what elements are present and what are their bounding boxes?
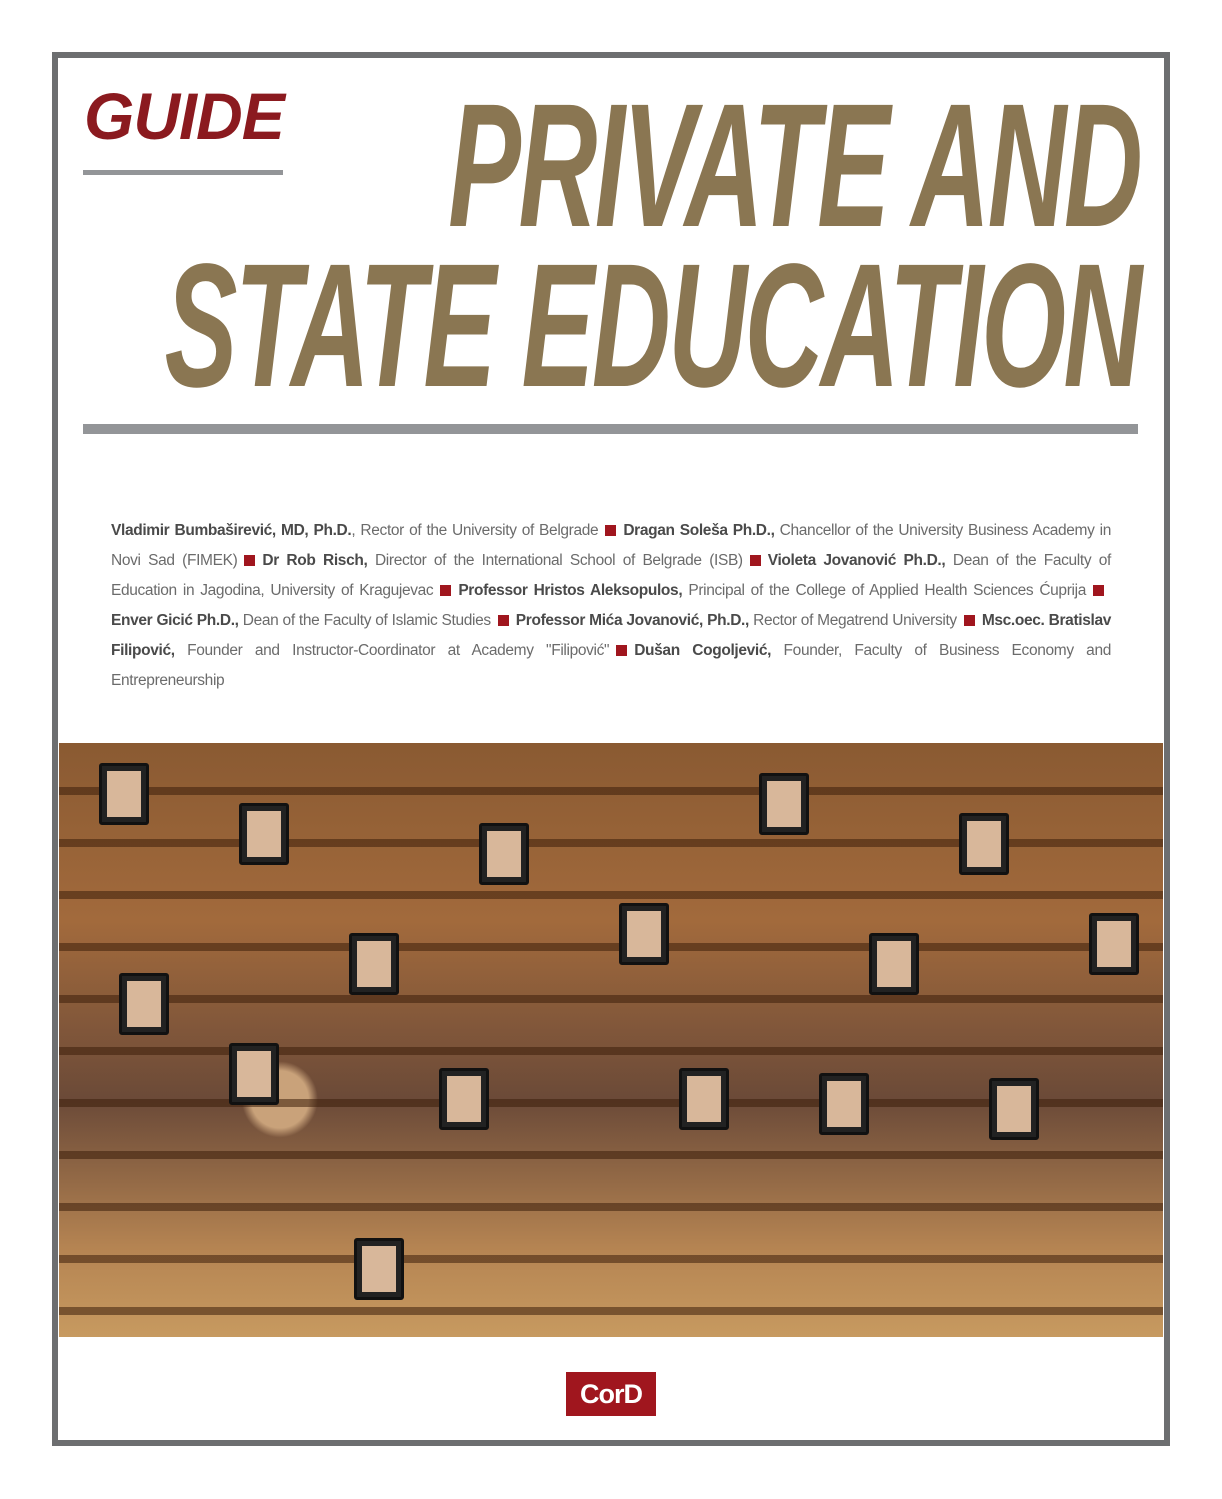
bullet-square-icon (750, 555, 761, 566)
contributor-name: Professor Mića Jovanović, Ph.D., (515, 612, 749, 629)
lecture-hall-photo (59, 743, 1163, 1337)
contributor-name: Enver Gicić Ph.D., (111, 612, 239, 629)
tablet-icon (349, 933, 399, 995)
contributor-role: Principal of the College of Applied Health Sciences Ćuprija (682, 582, 1086, 599)
tablet-icon (989, 1078, 1039, 1140)
page-title-line2: STATE EDUCATION (164, 228, 1140, 424)
tablet-icon (819, 1073, 869, 1135)
tablet-icon (239, 803, 289, 865)
tablet-icon (119, 973, 169, 1035)
contributor-role: , Rector of the University of Belgrade (351, 522, 599, 539)
tablet-icon (959, 813, 1009, 875)
tablet-icon (869, 933, 919, 995)
tablet-icon (1089, 913, 1139, 975)
bullet-square-icon (498, 615, 509, 626)
bullet-square-icon (605, 525, 616, 536)
page-title-line1: PRIVATE AND (447, 68, 1140, 264)
contributor-role: Chancellor of the University Business Academy in Novi Sad (FIMEK) (111, 522, 1111, 569)
contributor-role: Founder, Faculty of Business Economy and Entrepreneurship (111, 642, 1111, 689)
tablet-icon (759, 773, 809, 835)
tablet-icon (229, 1043, 279, 1105)
contributors-list (111, 516, 1111, 696)
contributor-name: Msc.oec. Bratislav Filipović, (111, 612, 1111, 659)
tablet-icon (439, 1068, 489, 1130)
contributor-name: Dragan Soleša Ph.D., (623, 522, 775, 539)
tablet-icon (479, 823, 529, 885)
title-divider (83, 424, 1138, 434)
contributor-name: Violeta Jovanović Ph.D., (767, 552, 946, 569)
tablet-icon (99, 763, 149, 825)
contributor-role: Dean of the Faculty of Islamic Studies (238, 612, 491, 629)
contributor-role: Director of the International School of Belgrade (ISB) (367, 552, 743, 569)
contributor-role: Founder and Instructor-Coordinator at Academy "Filipović" (174, 642, 610, 659)
section-label: GUIDE (84, 79, 284, 153)
contributor-name: Dr Rob Risch, (262, 552, 368, 569)
contributor-role: Rector of Megatrend University (748, 612, 957, 629)
cord-logo: CorD (566, 1372, 656, 1416)
contributor-name: Professor Hristos Aleksopulos, (458, 582, 683, 599)
bullet-square-icon (616, 645, 627, 656)
contributor-role: Dean of the Faculty of Education in Jagodina, University of Kragujevac (111, 552, 1111, 599)
contributor-name: Dušan Cogoljević, (634, 642, 772, 659)
bullet-square-icon (440, 585, 451, 596)
bullet-square-icon (964, 615, 975, 626)
bullet-square-icon (244, 555, 255, 566)
bullet-square-icon (1093, 585, 1104, 596)
tablet-icon (354, 1238, 404, 1300)
section-underline (83, 170, 283, 175)
tablet-icon (619, 903, 669, 965)
tablet-icon (679, 1068, 729, 1130)
contributor-name: Vladimir Bumbaširević, MD, Ph.D. (111, 522, 352, 539)
